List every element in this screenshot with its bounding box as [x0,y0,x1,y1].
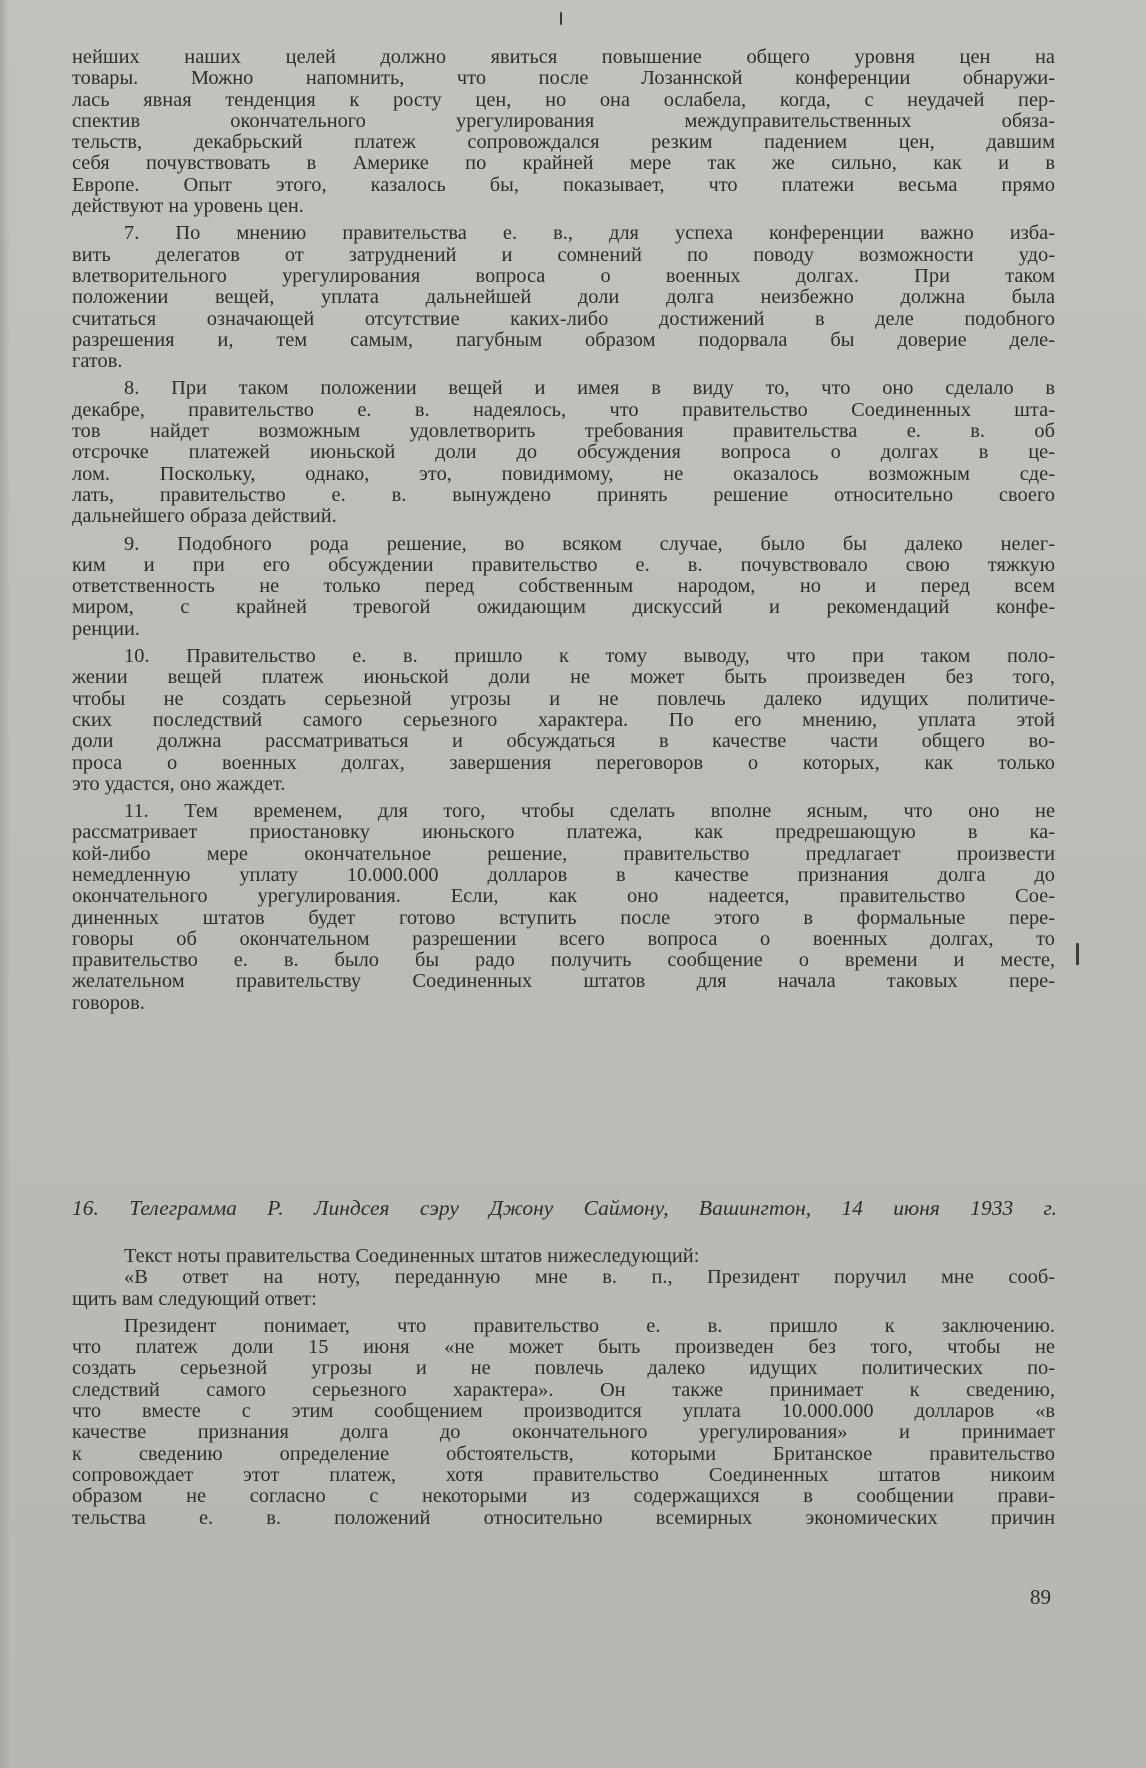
text-line: 8. При таком положении вещей и имея в виду то, что оно сделало в [124,377,1055,400]
text-line: Президент понимает, что правительство е. в. пришло к заключению. [124,1314,1055,1337]
text-line: жении вещей платеж июньской доли не может быть произведен без того, [72,666,1055,689]
text-line: «В ответ на ноту, переданную мне в. п., Президент поручил мне сооб- [124,1266,1055,1289]
text-line: разрешения и, тем самым, пагубным образом подорвала бы доверие деле- [72,328,1055,351]
text-line: щить вам следующий ответ: [72,1287,317,1310]
text-line: тельств, декабрьский платеж сопровождался резким падением цен, давшим [72,131,1055,154]
text-line: это удастся, оно жаждет. [72,772,286,795]
text-line: кой-либо мере окончательное решение, правительство предлагает произвести [72,842,1055,865]
text-line: отсрочке платежей июньской доли до обсуждения вопроса о долгах в це- [72,441,1055,464]
text-line: 11. Тем временем, для того, чтобы сделать вполне ясным, что оно не [124,800,1055,823]
text-line: дальнейшего образа действий. [72,505,337,528]
text-line: влетворительного урегулирования вопроса о военных долгах. При таком [72,264,1055,287]
text-line: говоров. [72,991,145,1014]
text-line: что платеж доли 15 июня «не может быть произведен без того, чтобы не [72,1336,1055,1359]
text-line: нейших наших целей должно явиться повышение общего уровня цен на [72,46,1055,68]
text-line: миром, с крайней тревогой ожидающим дискуссий и рекомендаций конфе- [72,596,1055,619]
text-line: спектив окончательного урегулирования междуправительственных обяза- [72,109,1055,132]
text-line: ответственность не только перед собственным народом, но и перед всем [72,575,1055,598]
text-line: декабре, правительство е. в. надеялось, что правительство Соединенных шта- [72,398,1055,421]
text-line: 7. По мнению правительства е. в., для успеха конференции важно изба- [124,222,1055,245]
text-line: правительство е. в. было бы радо получить сообщение о времени и месте, [72,949,1055,972]
text-line: к сведению определение обстоятельств, которыми Британское правительство [72,1442,1055,1465]
text-line: говоры об окончательном разрешении всего вопроса о военных долгах, то [72,927,1055,950]
text-line: желательном правительству Соединенных штатов для начала таковых пере- [72,970,1055,993]
text-line: тов найдет возможным удовлетворить требования правительства е. в. об [72,420,1055,443]
text-line: Европе. Опыт этого, казалось бы, показывает, что платежи весьма прямо [72,173,1055,196]
text-line: Текст ноты правительства Соединенных штатов нижеследующий: [124,1245,700,1267]
page-number: 89 [1030,1585,1051,1609]
text-line: лом. Поскольку, однако, это, повидимому, не оказалось возможным сде- [72,462,1055,485]
text-line: считаться означающей отсутствие каких-либо достижений в деле подобного [72,307,1055,330]
text-line: ских последствий самого серьезного характера. По его мнению, уплата этой [72,708,1055,731]
text-line: вить делегатов от затруднений и сомнений по поводу возможности удо- [72,243,1055,266]
scan-speck-top [560,12,562,25]
scan-edge-shadow [0,0,10,1768]
text-line: ким и при его обсуждении правительство е. в. почувствовало свою тяжкую [72,553,1055,576]
text-line: окончательного урегулирования. Если, как оно надеется, правительство Сое- [72,885,1055,908]
text-line: действуют на уровень цен. [72,195,304,218]
text-line: тельства е. в. положений относительно всемирных экономических причин [72,1506,1055,1529]
text-line: себя почувствовать в Америке по крайней мере так же сильно, как и в [72,152,1055,175]
text-line: товары. Можно напомнить, что после Лозаннской конференции обнаружи- [72,67,1055,90]
text-line: качестве признания долга до окончательного урегулирования» и принимает [72,1421,1055,1444]
text-line: чтобы не создать серьезной угрозы и не повлечь далеко идущих политиче- [72,687,1055,710]
text-line: создать серьезной угрозы и не повлечь далеко идущих политических по- [72,1357,1055,1380]
scan-speck-right [1076,943,1079,965]
text-line: доли должна рассматриваться и обсуждаться в качестве части общего во- [72,730,1055,753]
text-line: немедленную уплату 10.000.000 долларов в качестве признания долга до [72,863,1055,886]
text-line: ренции. [72,617,140,640]
document-body-upper [72,47,1055,1014]
text-line: образом не согласно с некоторыми из содержащихся в сообщении прави- [72,1485,1055,1508]
text-line: следствий самого серьезного характера». Он также принимает к сведению, [72,1378,1055,1401]
text-line: рассматривает приостановку июньского платежа, как предрешающую в ка- [72,821,1055,844]
text-line: 10. Правительство е. в. пришло к тому выводу, что при таком поло- [124,645,1055,668]
text-line: 9. Подобного рода решение, во всяком случае, было бы далеко нелег- [124,532,1055,555]
text-line: лать, правительство е. в. вынуждено принять решение относительно своего [72,483,1055,506]
text-line: что вместе с этим сообщением производится уплата 10.000.000 долларов «в [72,1400,1055,1423]
text-line: лась явная тенденция к росту цен, но она ослабела, когда, с неудачей пер- [72,88,1055,111]
document-body-lower [72,1246,1055,1529]
text-line: гатов. [72,350,123,373]
text-line: проса о военных долгах, завершения переговоров о которых, как только [72,751,1055,774]
text-line: положении вещей, уплата дальнейшей доли долга неизбежно должна была [72,286,1055,309]
text-line: диненных штатов будет готово вступить после этого в формальные пере- [72,906,1055,929]
text-line: сопровождает этот платеж, хотя правительство Соединенных штатов никоим [72,1463,1055,1486]
section-heading: 16. Телеграмма Р. Линдсея сэру Джону Саймону, Вашингтон, 14 июня 1933 г. [72,1196,1057,1220]
